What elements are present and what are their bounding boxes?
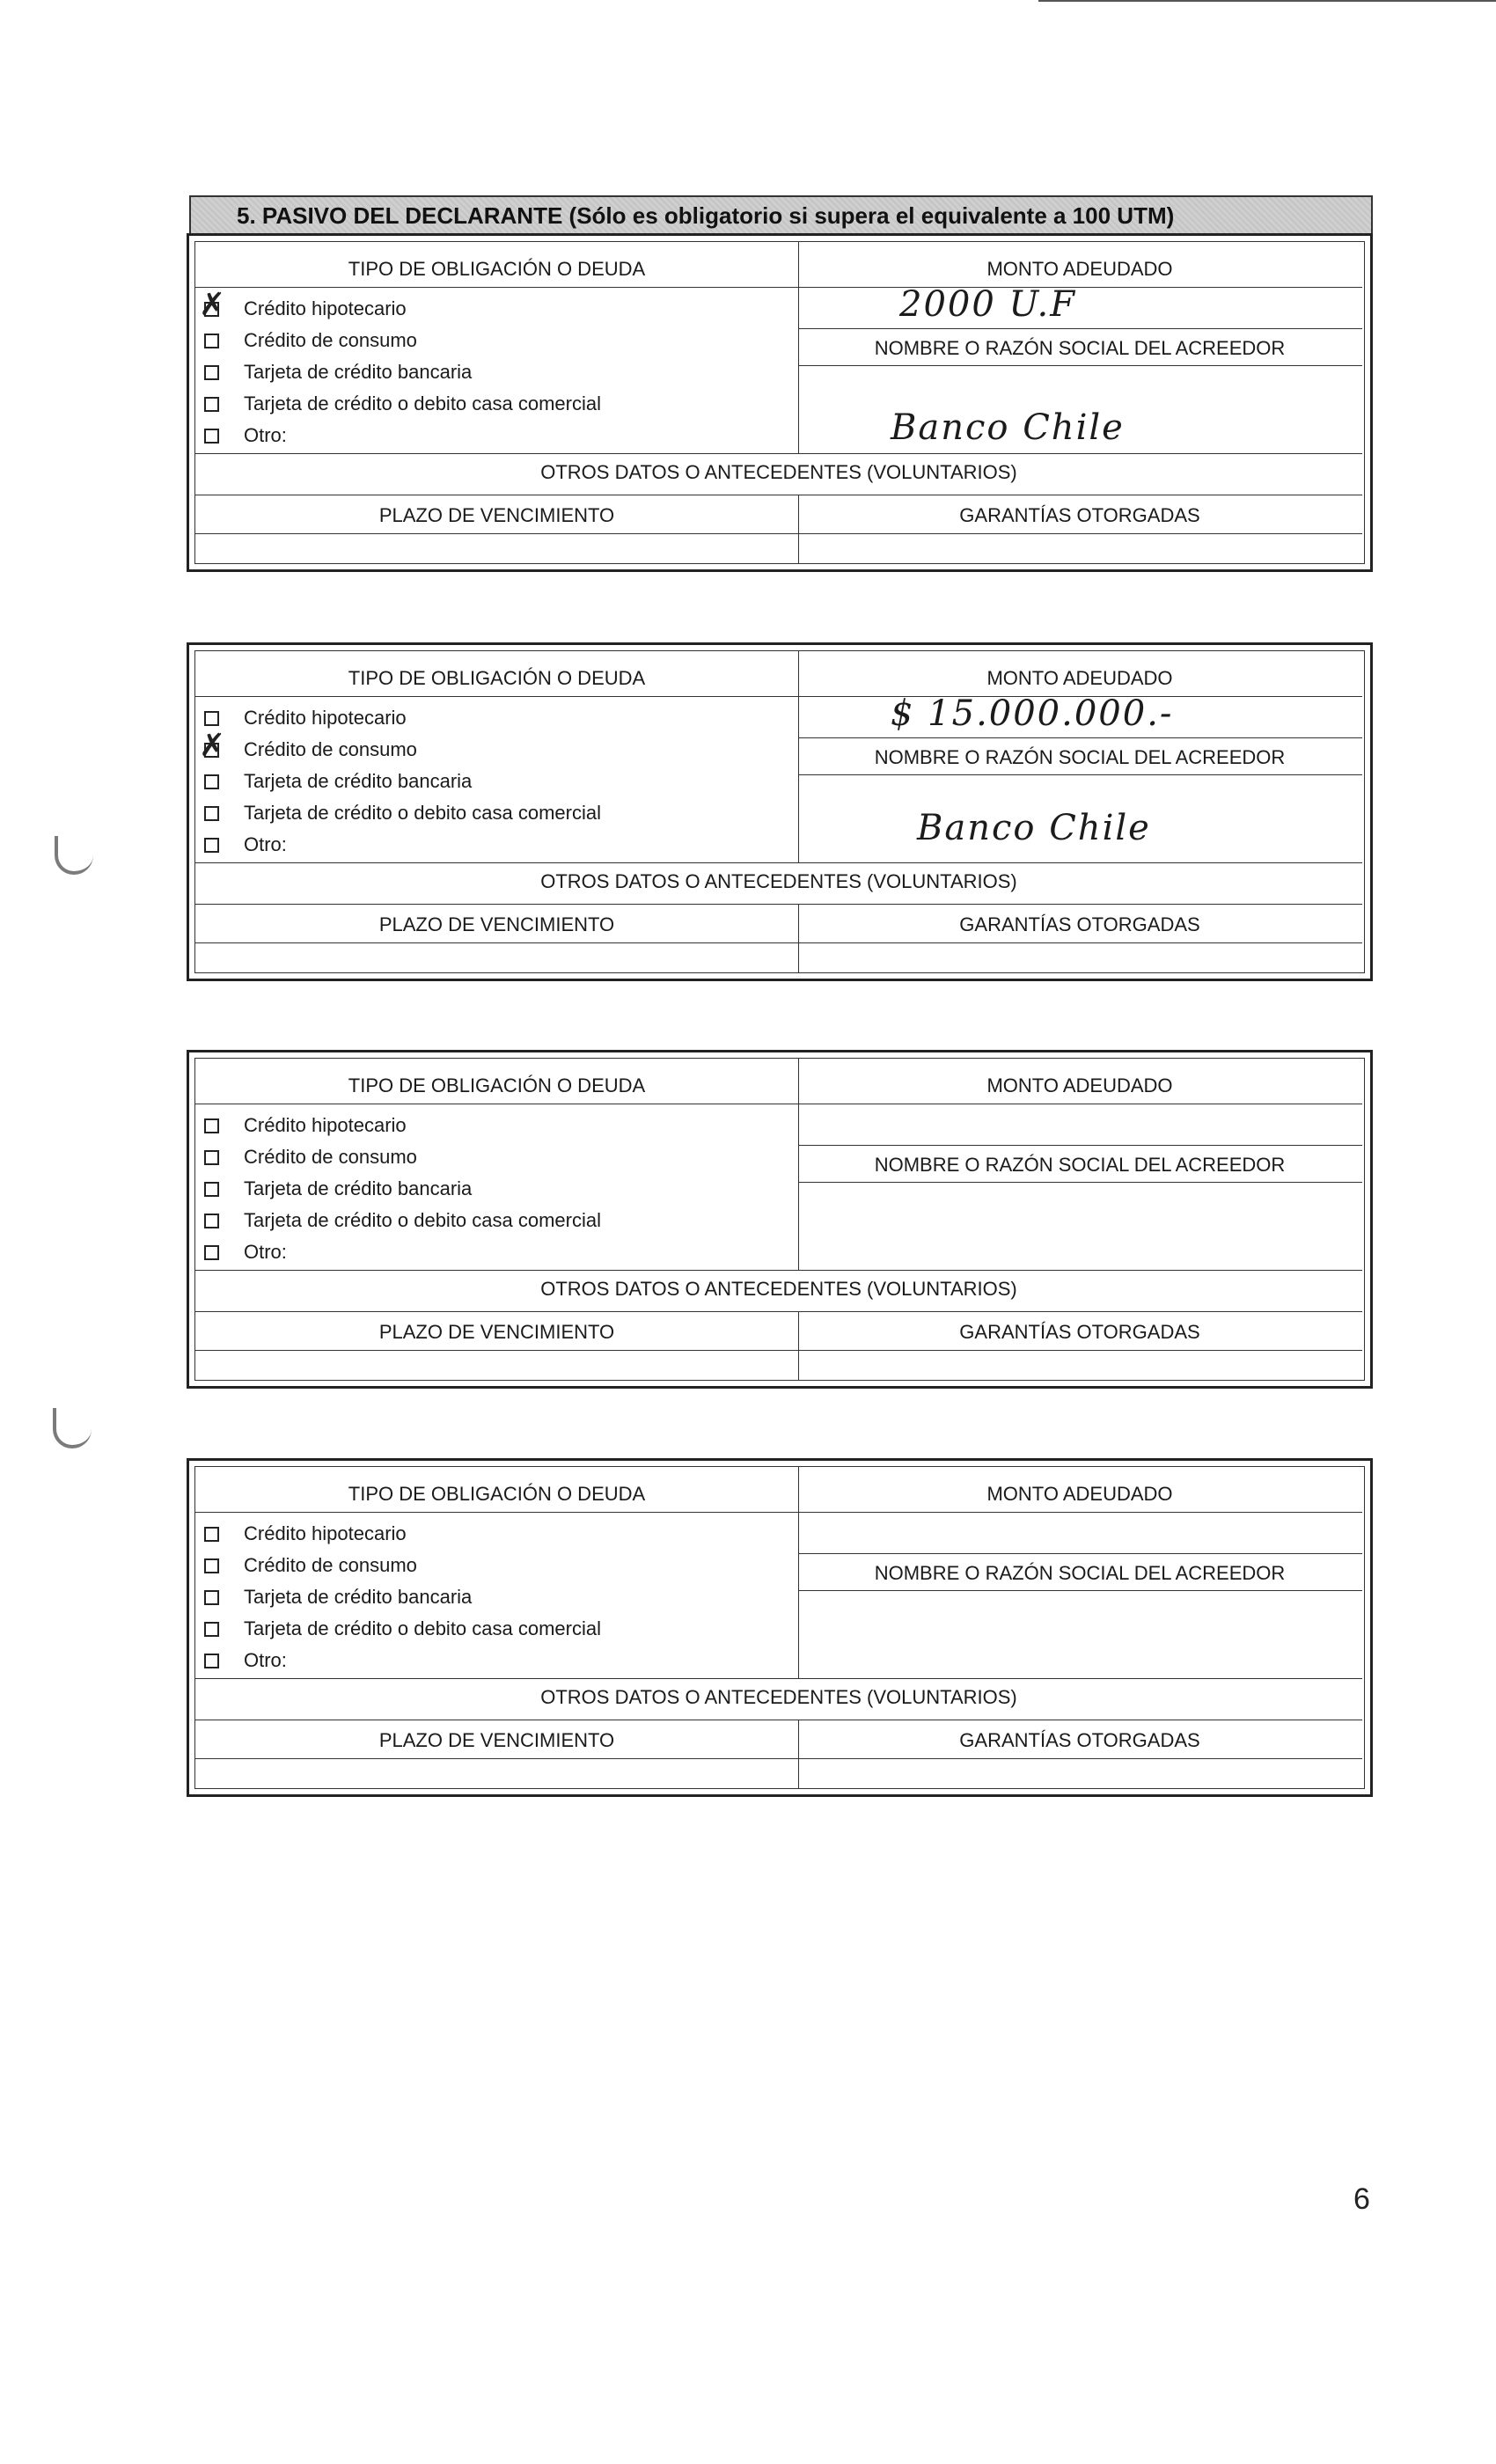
tipo-label: TIPO DE OBLIGACIÓN O DEUDA: [348, 258, 646, 280]
checkbox[interactable]: [204, 806, 219, 821]
obligation-options: [195, 1110, 794, 1268]
hole-mark: [53, 1408, 92, 1448]
checkbox[interactable]: [204, 334, 219, 348]
option-row: Tarjeta de crédito bancaria: [195, 1173, 794, 1205]
checkbox[interactable]: [204, 838, 219, 853]
checkbox[interactable]: [204, 1558, 219, 1573]
checkbox[interactable]: [204, 397, 219, 412]
plazo-label: PLAZO DE VENCIMIENTO: [378, 1729, 615, 1751]
obligation-options: [195, 286, 794, 451]
garantias-label: GARANTÍAS OTORGADAS: [959, 1729, 1200, 1751]
otros-label: OTROS DATOS O ANTECEDENTES (VOLUNTARIOS): [540, 1686, 1017, 1708]
option-row: Crédito hipotecario: [195, 1110, 794, 1141]
option-row: Tarjeta de crédito o debito casa comercial: [195, 797, 794, 829]
acreedor-label: NOMBRE O RAZÓN SOCIAL DEL ACREEDOR: [874, 746, 1286, 768]
monto-label: MONTO ADEUDADO: [986, 1074, 1173, 1096]
monto-value: 2000 U.F: [899, 284, 1077, 325]
garantias-label: GARANTÍAS OTORGADAS: [959, 913, 1200, 935]
checkbox[interactable]: [204, 774, 219, 789]
monto-label: MONTO ADEUDADO: [986, 1483, 1173, 1505]
otros-label: OTROS DATOS O ANTECEDENTES (VOLUNTARIOS): [540, 1278, 1017, 1300]
checkbox[interactable]: [204, 1654, 219, 1668]
option-row: Tarjeta de crédito o debito casa comercial: [195, 1205, 794, 1236]
checkbox[interactable]: [204, 429, 219, 444]
option-row: Tarjeta de crédito o debito casa comercial: [195, 1613, 794, 1645]
otros-label: OTROS DATOS O ANTECEDENTES (VOLUNTARIOS): [540, 461, 1017, 483]
option-row: Tarjeta de crédito o debito casa comercial: [195, 388, 794, 420]
plazo-label: PLAZO DE VENCIMIENTO: [378, 913, 615, 935]
checkbox[interactable]: [204, 1527, 219, 1542]
option-row: Tarjeta de crédito bancaria: [195, 766, 794, 797]
option-row: Otro:: [195, 1236, 794, 1268]
option-row: ✗ Crédito de consumo: [199, 727, 417, 764]
hole-mark: [55, 836, 93, 875]
scan-edge-line: [1038, 0, 1496, 2]
option-row: Crédito de consumo: [195, 1141, 794, 1173]
checkbox[interactable]: [204, 1214, 219, 1228]
checkbox[interactable]: [204, 1590, 219, 1605]
checkbox[interactable]: [204, 1118, 219, 1133]
option-row: Otro:: [195, 1645, 794, 1676]
acreedor-label: NOMBRE O RAZÓN SOCIAL DEL ACREEDOR: [874, 1154, 1286, 1176]
option-row: Crédito de consumo: [195, 1550, 794, 1581]
plazo-label: PLAZO DE VENCIMIENTO: [378, 1321, 615, 1343]
liability-block-1: [187, 233, 1373, 572]
monto-value: $ 15.000.000.-: [891, 693, 1174, 734]
section-title: 5. PASIVO DEL DECLARANTE (Sólo es obligatorio si supera el equivalente a 100 UTM): [189, 195, 1373, 236]
option-row: Tarjeta de crédito bancaria: [195, 1581, 794, 1613]
option-row: Tarjeta de crédito bancaria: [195, 356, 794, 388]
acreedor-label: NOMBRE O RAZÓN SOCIAL DEL ACREEDOR: [874, 337, 1286, 359]
checkbox[interactable]: [204, 1150, 219, 1165]
option-row: Otro:: [195, 420, 794, 451]
option-row: Crédito de consumo: [195, 325, 794, 356]
acreedor-value: Banco Chile: [891, 407, 1125, 448]
checkbox[interactable]: [204, 365, 219, 380]
liability-block-3: [187, 1050, 1373, 1389]
option-row: Otro:: [195, 829, 794, 861]
checkbox[interactable]: [204, 1622, 219, 1637]
checkbox[interactable]: ✗: [199, 727, 226, 764]
liability-block-2: [187, 642, 1373, 981]
plazo-label: PLAZO DE VENCIMIENTO: [378, 504, 615, 526]
checkbox[interactable]: [204, 1245, 219, 1260]
page-number: 6: [1353, 2182, 1370, 2216]
tipo-label: TIPO DE OBLIGACIÓN O DEUDA: [348, 1483, 646, 1505]
garantias-label: GARANTÍAS OTORGADAS: [959, 504, 1200, 526]
tipo-label: TIPO DE OBLIGACIÓN O DEUDA: [348, 1074, 646, 1096]
otros-label: OTROS DATOS O ANTECEDENTES (VOLUNTARIOS): [540, 870, 1017, 892]
option-row: ✗ Crédito hipotecario: [199, 286, 407, 323]
option-row: Crédito hipotecario: [195, 1518, 794, 1550]
garantias-label: GARANTÍAS OTORGADAS: [959, 1321, 1200, 1343]
obligation-options: [195, 1518, 794, 1676]
option-row: Crédito hipotecario: [195, 702, 794, 734]
checkbox[interactable]: [204, 1182, 219, 1197]
tipo-label: TIPO DE OBLIGACIÓN O DEUDA: [348, 667, 646, 689]
monto-label: MONTO ADEUDADO: [986, 258, 1173, 280]
liability-block-4: [187, 1458, 1373, 1797]
acreedor-value: Banco Chile: [917, 808, 1151, 848]
acreedor-label: NOMBRE O RAZÓN SOCIAL DEL ACREEDOR: [874, 1562, 1286, 1584]
checkbox[interactable]: ✗: [199, 286, 226, 323]
monto-label: MONTO ADEUDADO: [986, 667, 1173, 689]
checkbox[interactable]: [204, 711, 219, 726]
obligation-options: [195, 702, 794, 861]
